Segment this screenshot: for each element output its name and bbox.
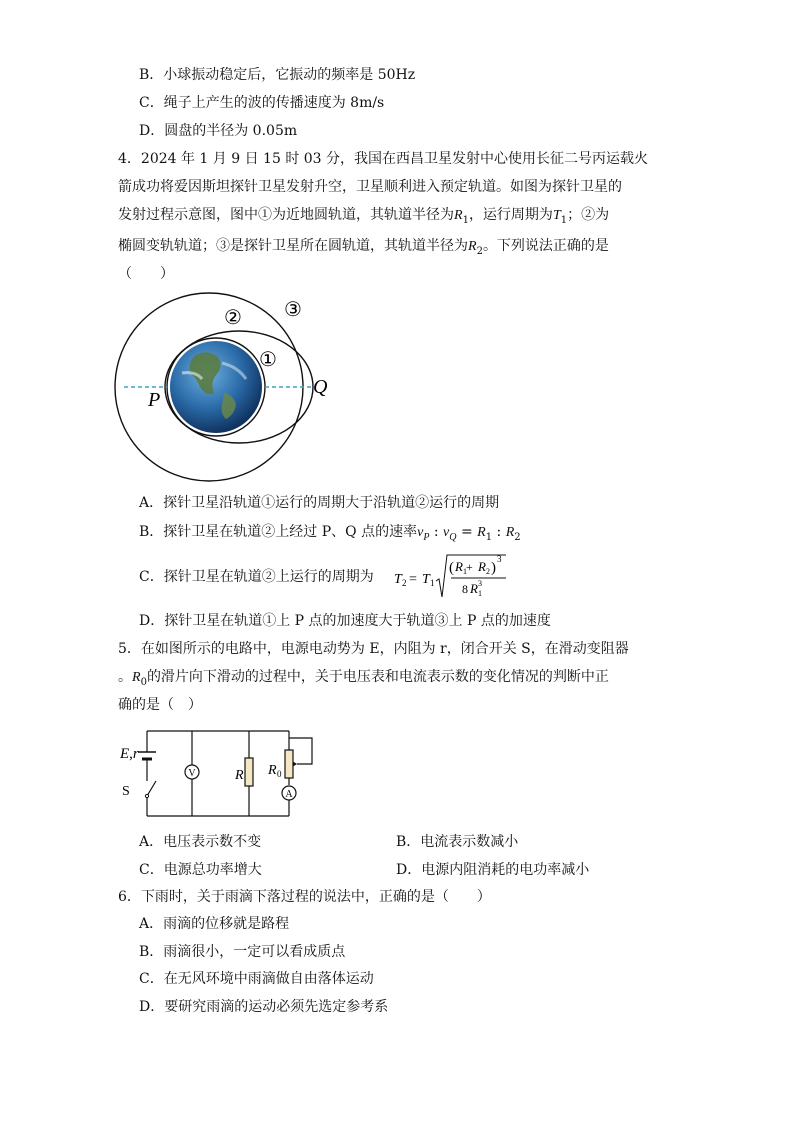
q4-option-d: D．探针卫星在轨道①上 P 点的加速度大于轨道③上 P 点的加速度 xyxy=(139,613,551,629)
q5-stem-line1: 5．在如图所示的电路中，电源电动势为 E，内阻为 r，闭合开关 S，在滑动变阻器 xyxy=(118,641,629,657)
q5-option-a: A．电压表示数不变 xyxy=(139,834,262,850)
formula-eight: 8 xyxy=(462,582,468,596)
q5-stem-line2: 。$R_0$的滑片向下滑动的过程中，关于电压表和电流表示数的变化情况的判断中正 xyxy=(118,669,609,688)
formula-lparen: ( xyxy=(449,560,454,576)
q5-option-c: C．电源总功率增大 xyxy=(139,862,262,878)
rheostat-slider-arrow xyxy=(293,762,297,767)
circuit-diagram xyxy=(116,728,331,823)
resistor-r-label: R xyxy=(235,768,244,783)
formula-exp: 3 xyxy=(497,554,502,564)
orbit-label-3: ③ xyxy=(284,299,302,321)
rheostat-label: R xyxy=(268,763,277,778)
formula-r1-den-sub: 1 xyxy=(478,589,482,598)
point-label-p: P xyxy=(148,389,161,411)
formula-r2: R xyxy=(478,559,486,574)
q6-option-b: B．雨滴很小，一定可以看成质点 xyxy=(139,944,346,960)
q4-option-b: B．探针卫星在轨道②上经过 P、Q 点的速率$v_P$ : $v_Q = R_1$ : $R_2$ xyxy=(139,524,521,543)
rheostat-r0 xyxy=(285,750,293,778)
q6-option-c: C．在无风环境中雨滴做自由落体运动 xyxy=(139,971,374,987)
q3-option-d: D．圆盘的半径为 0.05m xyxy=(139,123,298,139)
ammeter-label: A xyxy=(285,789,293,800)
formula-r1-sub: 1 xyxy=(463,567,467,576)
formula-r1-den: R xyxy=(470,581,478,596)
q3-option-c: C．绳子上产生的波的传播速度为 8m/s xyxy=(139,95,385,111)
earth-icon xyxy=(170,341,262,433)
q5-stem-line3: 确的是（ ） xyxy=(118,697,202,713)
voltmeter-label: V xyxy=(188,768,196,779)
formula-t2: T xyxy=(394,572,402,587)
q4-stem-line2: 箭成功将爱因斯坦探针卫星发射升空，卫星顺利进入预定轨道。如图为探针卫星的 xyxy=(118,179,622,195)
q4-period-formula xyxy=(394,551,510,601)
orbit-label-2: ② xyxy=(224,307,242,329)
formula-rparen: ) xyxy=(491,560,496,576)
q5-option-d: D．电源内阻消耗的电功率减小 xyxy=(396,862,590,878)
formula-t2-sub: 2 xyxy=(402,578,407,588)
q4-stem-line1: 4．2024 年 1 月 9 日 15 时 03 分，我国在西昌卫星发射中心使用长征二号丙运载火 xyxy=(118,151,649,167)
q4-stem-line3: 发射过程示意图，图中①为近地圆轨道，其轨道半径为$R_1$，运行周期为$T_1$；②为 xyxy=(118,207,610,226)
q6-option-d: D．要研究雨滴的运动必须先选定参考系 xyxy=(139,999,389,1015)
q4-stem-line4: 椭圆变轨轨道；③是探针卫星所在圆轨道，其轨道半径为$R_2$。下列说法正确的是 xyxy=(118,238,609,257)
emf-label: E,r xyxy=(120,746,139,762)
q5-option-b: B．电流表示数减小 xyxy=(396,834,519,850)
formula-r1-den-exp: 3 xyxy=(478,579,482,588)
point-label-q: Q xyxy=(313,376,328,398)
resistor-r xyxy=(245,758,253,786)
q4-option-a: A．探针卫星沿轨道①运行的周期大于沿轨道②运行的周期 xyxy=(139,495,500,511)
q3-option-b: B．小球振动稳定后，它振动的频率是 50Hz xyxy=(139,67,416,83)
orbit-label-1: ① xyxy=(259,349,277,371)
formula-plus: + xyxy=(466,560,473,574)
formula-r2-sub: 2 xyxy=(486,567,490,576)
orbit-diagram xyxy=(112,293,332,488)
switch-label: S xyxy=(122,784,130,799)
switch-contact xyxy=(145,794,148,797)
q6-option-a: A．雨滴的位移就是路程 xyxy=(139,916,290,932)
q6-stem: 6．下雨时，关于雨滴下落过程的说法中，正确的是（ ） xyxy=(118,889,491,905)
formula-r1: R xyxy=(455,559,463,574)
formula-equals: = xyxy=(409,572,417,587)
rheostat-label-sub: 0 xyxy=(277,769,282,779)
switch-blade xyxy=(147,781,156,796)
q4-answer-paren: （ ） xyxy=(118,266,174,282)
formula-t1: T xyxy=(422,572,430,587)
formula-t1-sub: 1 xyxy=(430,578,435,588)
q4-option-c-text: C．探针卫星在轨道②上运行的周期为 xyxy=(139,569,374,585)
